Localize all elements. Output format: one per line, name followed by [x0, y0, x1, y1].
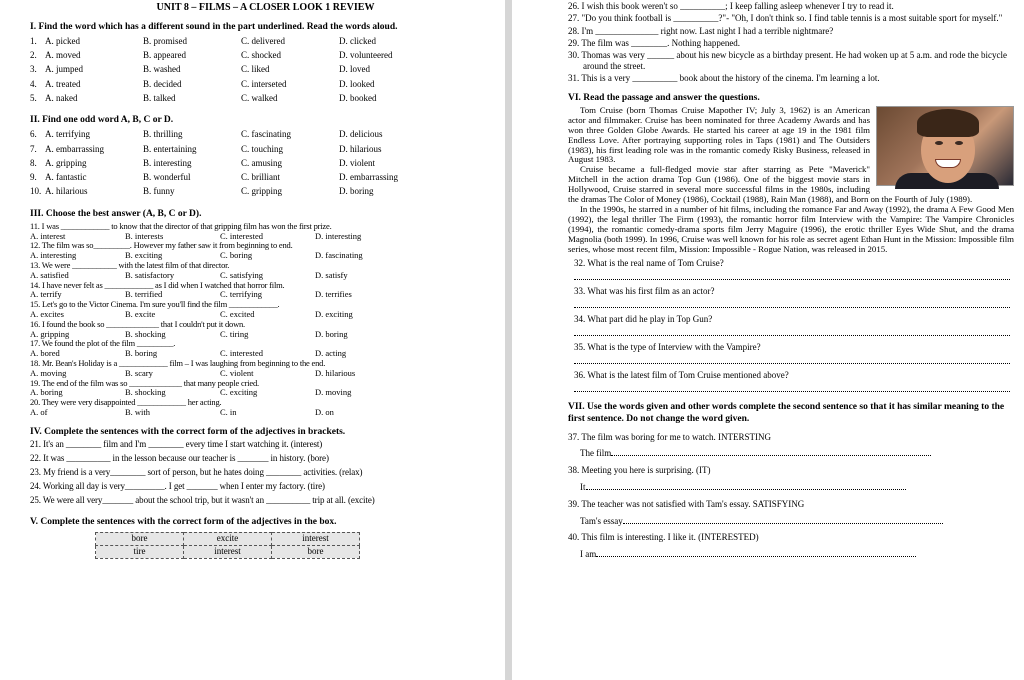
question-number: 1. [30, 36, 37, 47]
dotted-fill[interactable] [623, 516, 943, 524]
question-number: 8. [30, 157, 37, 168]
answer-options [30, 407, 501, 417]
word-box-cell: interest [272, 532, 360, 545]
section-2-heading: II. Find one odd word A, B, C or D. [30, 115, 174, 126]
answer-option[interactable]: C. excited [220, 309, 255, 320]
answer-options [30, 231, 501, 241]
answer-option[interactable]: A. jumped [45, 64, 83, 75]
question-number: 5. [30, 92, 37, 103]
answer-option[interactable]: C. boring [220, 250, 253, 261]
answer-option[interactable]: D. delicious [339, 129, 383, 140]
question-text: 40. This film is interesting. I like it. (INTERESTED) [568, 532, 759, 543]
answer-option[interactable]: B. promised [143, 36, 187, 47]
section-3-heading: III. Choose the best answer (A, B, C or D). [30, 208, 202, 219]
answer-option[interactable]: C. terrifying [220, 289, 263, 300]
answer-option[interactable]: B. interests [125, 230, 164, 241]
worksheet-title: UNIT 8 – FILMS – A CLOSER LOOK 1 REVIEW [156, 2, 375, 13]
question-row [30, 49, 501, 63]
answer-option[interactable]: A. picked [45, 36, 80, 47]
answer-options [30, 388, 501, 398]
answer-option[interactable]: B. shocking [125, 328, 166, 339]
sentence-start: The film [580, 448, 612, 459]
question-row [30, 142, 501, 156]
answer-line[interactable] [574, 354, 1010, 364]
section-2-list [30, 128, 501, 199]
answer-option[interactable]: D. exciting [315, 309, 353, 320]
answer-option[interactable]: B. entertaining [143, 143, 197, 154]
question-text: 11. I was ____________ to know that the director of that gripping film has won the first prize. [30, 220, 332, 231]
answer-option[interactable]: A. terrify [30, 289, 62, 300]
answer-options [30, 290, 501, 300]
question-text: 38. Meeting you here is surprising. (IT) [568, 465, 711, 476]
question-text: 13. We were ___________ with the latest film of that director. [30, 260, 230, 271]
question-text: 17. We found the plot of the film _________. [30, 338, 176, 349]
left-page [0, 0, 505, 680]
answer-option[interactable]: A. embarrassing [45, 143, 104, 154]
section-7-list [568, 432, 1014, 560]
sentence: 24. Working all day is very_________. I get _______ when I enter my factory. (tire) [30, 481, 325, 492]
reading-passage [568, 106, 1014, 255]
page-gap [505, 0, 512, 680]
answer-option[interactable]: B. wonderful [143, 171, 191, 182]
answer-option[interactable]: C. amusing [241, 157, 283, 168]
word-box-cell: bore [272, 545, 360, 558]
rewrite-item [568, 499, 1014, 527]
section-5-sentences [568, 1, 1014, 83]
answer-option[interactable]: C. gripping [241, 186, 283, 197]
question-row [30, 34, 501, 48]
question-text: 32. What is the real name of Tom Cruise? [574, 257, 724, 268]
dotted-fill[interactable] [611, 448, 931, 456]
answer-options [30, 368, 501, 378]
question-block [574, 342, 1014, 370]
answer-option[interactable]: A. moving [30, 367, 67, 378]
answer-option[interactable]: D. embarrassing [339, 171, 398, 182]
passage-paragraph-1: Tom Cruise (born Thomas Cruise Mapother IV; July 3, 1962) is an American actor and filmmaker. Cruise has been nominated for three Academy Awards and has won three Golden Globe Awards. He started his career at age 19 in the 1981 film Endless Love. After portraying supporting roles in Taps (1981) and The Outsiders (1983), his first leading role was in the romantic comedy Risky Business, released in August 1983. [568, 104, 870, 165]
question-text: 15. Let's go to the Victor Cinema. I'm sure you'll find the film ____________. [30, 299, 280, 310]
answer-option[interactable]: B. talked [143, 92, 176, 103]
answer-option[interactable]: C. walked [241, 92, 278, 103]
answer-option[interactable]: D. violent [339, 157, 375, 168]
answer-option[interactable]: C. tiring [220, 328, 249, 339]
passage-paragraph-3: In the 1990s, he starred in a number of hit films, including the romance Far and Away (1992), the drama A Few Good Men (1992), the legal thriller The Firm (1993), the romantic horror film Interview with the Vampire: The Vampire Chronicles (1994), the romantic comedy-drama sports film Jerry Maguire (1996), the erotic thriller Eyes Wide Shut, and the drama Magnolia (both 1999). In 1996, Cruise was well known for his role as secret agent Ethan Hunt in the Mission: Impossible film series, whose most recent film, Mission: Impossible - Rogue Nation, was released in 2015. [568, 204, 1014, 254]
answer-option[interactable]: A. moved [45, 50, 81, 61]
answer-option[interactable]: D. clicked [339, 36, 376, 47]
section-1-list [30, 34, 501, 105]
sentence-start: It [580, 482, 586, 492]
answer-option[interactable]: B. exciting [125, 250, 163, 261]
section-1-heading: I. Find the word which has a different sound in the part underlined. Read the words aloud. [30, 22, 398, 32]
sentence: 29. The film was ________. Nothing happened. [568, 38, 741, 49]
question-text: 12. The film was so_________. However my father saw it from beginning to end. [30, 240, 293, 251]
answer-option[interactable]: A. terrifying [45, 129, 90, 140]
section-4-list [30, 439, 501, 509]
sentence: 22. It was __________ in the lesson because our teacher is _______ in history. (bore) [30, 453, 329, 464]
answer-option[interactable]: D. booked [339, 92, 377, 103]
question-block [574, 370, 1014, 398]
word-box [95, 532, 360, 559]
answer-option[interactable]: B. shocking [125, 387, 166, 398]
answer-option[interactable]: A. interesting [30, 250, 77, 261]
answer-line[interactable] [574, 382, 1010, 392]
right-page [512, 0, 1024, 680]
question-number: 7. [30, 143, 37, 154]
answer-option[interactable]: D. boring [339, 186, 374, 197]
answer-option[interactable]: A. boring [30, 387, 63, 398]
question-row [30, 63, 501, 77]
sentence: 21. It's an ________ film and I'm ________ every time I start watching it. (interest) [30, 439, 323, 450]
sentence-start: I am [580, 549, 597, 560]
question-number: 2. [30, 50, 37, 61]
answer-option[interactable]: A. treated [45, 78, 81, 89]
answer-option[interactable]: D. loved [339, 64, 370, 75]
answer-option[interactable]: C. delivered [241, 36, 285, 47]
dotted-fill[interactable] [596, 549, 916, 557]
answer-option[interactable]: A. naked [45, 92, 78, 103]
sentence: 23. My friend is a very________ sort of person, but he hates doing ________ activities. (relax) [30, 467, 363, 478]
answer-option[interactable]: B. terrified [125, 289, 163, 300]
question-row [30, 77, 501, 91]
answer-option[interactable]: C. violent [220, 367, 254, 378]
question-text: 34. What part did he play in Top Gun? [574, 313, 713, 324]
answer-option[interactable]: A. of [30, 407, 48, 417]
question-text: 20. They were very disappointed ____________ her acting. [30, 397, 222, 408]
answer-option[interactable]: C. shocked [241, 50, 281, 61]
question-number: 3. [30, 64, 37, 75]
question-row [30, 91, 501, 105]
answer-option[interactable]: B. washed [143, 64, 181, 75]
answer-option[interactable]: C. brilliant [241, 171, 280, 182]
answer-line[interactable] [580, 516, 1014, 527]
answer-option[interactable]: D. terrifies [315, 289, 352, 300]
answer-option[interactable]: C. exciting [220, 387, 258, 398]
answer-option[interactable]: A. interest [30, 230, 66, 241]
answer-option[interactable]: C. interseted [241, 78, 287, 89]
portrait-photo [876, 106, 1014, 186]
answer-option[interactable]: B. interesting [143, 157, 192, 168]
word-box-cell: interest [184, 545, 272, 558]
rewrite-item [568, 432, 1014, 460]
answer-option[interactable]: A. bored [30, 348, 60, 359]
answer-line[interactable] [574, 326, 1010, 336]
answer-option[interactable]: B. excite [125, 309, 156, 320]
section-4-heading: IV. Complete the sentences with the correct form of the adjectives in brackets. [30, 426, 346, 437]
sentence: 30. Thomas was very ______ about his new bicycle as a birthday present. He had woken up at 5 a.m. and rode the bicycle around the street. [568, 50, 1007, 71]
section-3-list [30, 221, 501, 417]
answer-option[interactable]: B. thrilling [143, 129, 183, 140]
question-number: 4. [30, 78, 37, 89]
word-box-cell: bore [96, 532, 184, 545]
rewrite-item [568, 465, 1014, 493]
sentence: 31. This is a very __________ book about the history of the cinema. I'm learning a lot. [568, 73, 880, 84]
answer-option[interactable]: D. boring [315, 328, 348, 339]
question-text: 16. I found the book so _____________ that I couldn't put it down. [30, 318, 245, 329]
question-text: 39. The teacher was not satisfied with Tam's essay. SATISFYING [568, 498, 805, 509]
answer-line[interactable] [580, 482, 1014, 493]
answer-option[interactable]: B. scary [125, 367, 153, 378]
answer-option[interactable]: A. satisfied [30, 269, 69, 280]
answer-option[interactable]: B. funny [143, 186, 175, 197]
answer-option[interactable]: D. on [315, 407, 334, 417]
question-row [30, 170, 501, 184]
answer-options [30, 309, 501, 319]
answer-option[interactable]: A. gripping [45, 157, 87, 168]
answer-line[interactable] [580, 448, 1014, 459]
answer-option[interactable]: D. looked [339, 78, 375, 89]
answer-option[interactable]: B. with [125, 407, 151, 417]
answer-option[interactable]: B. boring [125, 348, 158, 359]
answer-option[interactable]: A. hilarious [45, 186, 88, 197]
answer-option[interactable]: C. in [220, 407, 237, 417]
answer-option[interactable]: D. hilarious [339, 143, 382, 154]
answer-option[interactable]: A. excites [30, 309, 64, 320]
answer-option[interactable]: A. gripping [30, 328, 70, 339]
word-box-cell: tire [96, 545, 184, 558]
question-text: 35. What is the type of Interview with the Vampire? [574, 341, 761, 352]
passage-paragraph-2: Cruise became a full-fledged movie star after starring as Pete "Maverick" Mitchell in the action drama Top Gun (1986). One of the biggest movie stars in Hollywood, Cruise starred in several more successful films in the 1980s, including the dramas The Color of Money (1986), Cocktail (1988), Rain Man (1988), and Born on the Fourth of July (1989). [568, 164, 973, 205]
answer-options [30, 329, 501, 339]
word-box-cell: excite [184, 532, 272, 545]
answer-option[interactable]: B. decided [143, 78, 182, 89]
question-number: 9. [30, 171, 37, 182]
answer-line[interactable] [574, 270, 1010, 280]
answer-line[interactable] [574, 298, 1010, 308]
answer-option[interactable]: C. touching [241, 143, 283, 154]
answer-options [30, 270, 501, 280]
answer-option[interactable]: A. fantastic [45, 171, 87, 182]
rewrite-item [568, 532, 1014, 560]
sentence: 26. I wish this book weren't so __________; I keep falling asleep whenever I try to read it. [568, 1, 894, 11]
sentence: 28. I'm ______________ right now. Last night I had a terrible nightmare? [568, 25, 834, 36]
question-block [574, 286, 1014, 314]
dotted-fill[interactable] [586, 482, 906, 490]
answer-option[interactable]: C. interested [220, 348, 263, 359]
question-row [30, 156, 501, 170]
answer-option[interactable]: C. fascinating [241, 129, 291, 140]
sentence-start: Tam's essay [580, 515, 623, 526]
answer-option[interactable]: D. interesting [315, 230, 362, 241]
question-text: 33. What was his first film as an actor? [574, 285, 715, 296]
question-text: 14. I have never felt as ____________ as I did when I watched that horror film. [30, 279, 285, 290]
answer-option[interactable]: C. interested [220, 230, 263, 241]
sentence: 27. "Do you think football is __________?"- "Oh, I don't think so. I find table tennis is a most suitable sport for myself." [568, 13, 1003, 24]
question-number: 10. [30, 186, 42, 197]
answer-option[interactable]: B. satisfactory [125, 269, 175, 280]
answer-option[interactable]: D. moving [315, 387, 352, 398]
answer-option[interactable]: D. satisfy [315, 269, 348, 280]
answer-option[interactable]: D. fascinating [315, 250, 363, 261]
answer-option[interactable]: D. volunteered [339, 50, 393, 61]
question-row [30, 128, 501, 142]
answer-option[interactable]: C. liked [241, 64, 270, 75]
answer-line[interactable] [580, 549, 1014, 560]
question-text: 37. The film was boring for me to watch. INTERSTING [568, 431, 772, 442]
question-row [30, 184, 501, 198]
question-text: 19. The end of the film was so _____________ that many people cried. [30, 377, 259, 388]
answer-options [30, 348, 501, 358]
section-6-questions [568, 258, 1014, 398]
question-block [574, 314, 1014, 342]
section-7-heading: VII. Use the words given and other words complete the second sentence so that it has similar meaning to the first sentence. Do not change the word given. [568, 401, 1005, 424]
sentence: 25. We were all very_______ about the school trip, but it wasn't an __________ trip at all. (excite) [30, 495, 375, 506]
question-block [574, 258, 1014, 286]
answer-option[interactable]: B. appeared [143, 50, 186, 61]
answer-option[interactable]: D. acting [315, 348, 347, 359]
answer-options [30, 250, 501, 260]
question-text: 18. Mr. Bean's Holiday is a ____________ film – I was laughing from beginning to the end. [30, 358, 326, 369]
answer-option[interactable]: D. hilarious [315, 367, 356, 378]
question-text: 36. What is the latest film of Tom Cruise mentioned above? [574, 369, 789, 380]
question-number: 6. [30, 129, 37, 140]
section-5-heading: V. Complete the sentences with the correct form of the adjectives in the box. [30, 517, 337, 528]
answer-option[interactable]: C. satisfying [220, 269, 263, 280]
section-6-heading: VI. Read the passage and answer the questions. [568, 93, 760, 104]
